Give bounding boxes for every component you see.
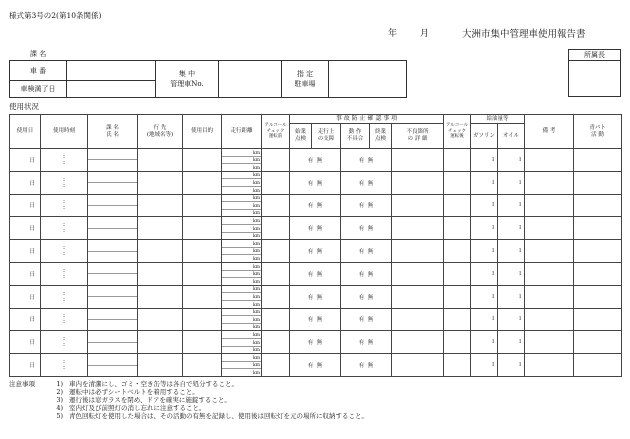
managed-car-label: 集 中 管理車No.: [156, 61, 219, 98]
distance-cell[interactable]: km km km: [222, 308, 262, 331]
vehicle-info-table: [9, 60, 407, 98]
alcohol-after-cell[interactable]: [444, 171, 471, 194]
usage-section-label: 使用状況: [9, 102, 39, 111]
year-label: 年: [388, 29, 398, 39]
col-insp-detail: 不良箇所 の 詳 細: [392, 124, 444, 149]
check-motion-cell[interactable]: 有 無: [341, 331, 392, 354]
col-destination: 行 先 (地域名等): [138, 115, 183, 149]
col-patrol: 青パト 活 動: [574, 115, 622, 149]
note-item: 3) 運行後は窓ガラスを閉め、ドアを確実に施錠すること。: [56, 396, 231, 404]
notes-list: [49, 380, 368, 420]
distance-cell[interactable]: km km km: [222, 285, 262, 308]
time-cell[interactable]: : :: [41, 149, 88, 172]
col-fuel-gas: ガソリン: [471, 124, 498, 149]
oil-cell[interactable]: l: [498, 240, 525, 263]
vehicle-no-field[interactable]: [67, 61, 156, 81]
col-insp-collect: 始業 点検: [290, 124, 312, 149]
col-date: 使用日: [10, 115, 41, 149]
check-motion-cell[interactable]: 有 無: [341, 171, 392, 194]
destination-cell[interactable]: [138, 285, 183, 308]
patrol-cell[interactable]: [574, 285, 622, 308]
check-drive-cell[interactable]: 有 無: [290, 354, 341, 377]
patrol-cell[interactable]: [574, 308, 622, 331]
col-insp-motion: 動 作 不具合: [341, 124, 370, 149]
vehicle-no-label: 車 番: [10, 61, 67, 81]
alcohol-after-cell[interactable]: [444, 354, 471, 377]
destination-cell[interactable]: [138, 149, 183, 172]
table-row: [10, 331, 622, 354]
oil-cell[interactable]: l: [498, 308, 525, 331]
table-row: [10, 149, 622, 172]
check-drive-cell[interactable]: 有 無: [290, 285, 341, 308]
oil-cell[interactable]: l: [498, 262, 525, 285]
month-label: 月: [420, 29, 430, 39]
oil-cell[interactable]: l: [498, 354, 525, 377]
remarks-cell[interactable]: [525, 285, 574, 308]
day-cell[interactable]: 日: [10, 171, 41, 194]
dept-name-cell[interactable]: [88, 240, 138, 263]
table-row: [10, 194, 622, 217]
dept-name-cell[interactable]: [88, 194, 138, 217]
alcohol-after-cell[interactable]: [444, 308, 471, 331]
dept-name-cell[interactable]: [88, 171, 138, 194]
table-row: [10, 354, 622, 377]
check-drive-cell[interactable]: 有 無: [290, 240, 341, 263]
table-row: [10, 262, 622, 285]
col-fuel-oil: オイル: [498, 124, 525, 149]
oil-cell[interactable]: l: [498, 149, 525, 172]
detail-cell[interactable]: [392, 194, 444, 217]
time-cell[interactable]: : :: [41, 331, 88, 354]
table-row: [10, 217, 622, 240]
usage-table: [9, 114, 622, 377]
form-number: 様式第3号の2(第10条関係): [9, 11, 102, 20]
alcohol-after-cell[interactable]: [444, 194, 471, 217]
distance-cell[interactable]: km km km: [222, 217, 262, 240]
alcohol-before-cell[interactable]: [262, 262, 290, 285]
check-motion-cell[interactable]: 有 無: [341, 217, 392, 240]
detail-cell[interactable]: [392, 285, 444, 308]
alcohol-before-cell[interactable]: [262, 217, 290, 240]
destination-cell[interactable]: [138, 331, 183, 354]
gas-cell[interactable]: l: [471, 194, 498, 217]
alcohol-before-cell[interactable]: [262, 354, 290, 377]
distance-cell[interactable]: km km km: [222, 194, 262, 217]
check-motion-cell[interactable]: 有 無: [341, 194, 392, 217]
detail-cell[interactable]: [392, 262, 444, 285]
alcohol-before-cell[interactable]: [262, 194, 290, 217]
alcohol-before-cell[interactable]: [262, 331, 290, 354]
patrol-cell[interactable]: [574, 354, 622, 377]
patrol-cell[interactable]: [574, 194, 622, 217]
gas-cell[interactable]: l: [471, 308, 498, 331]
purpose-cell[interactable]: [183, 171, 222, 194]
page-title: 大洲市集中管理車使用報告書: [462, 29, 586, 40]
inspection-field[interactable]: [67, 81, 156, 98]
distance-cell[interactable]: km km km: [222, 171, 262, 194]
col-distance: 走行距離: [222, 115, 262, 149]
parking-label: 指 定 駐車場: [282, 61, 329, 98]
col-inspection-group: 事 故 防 止 確 認 事 項: [290, 115, 444, 124]
check-drive-cell[interactable]: 有 無: [290, 331, 341, 354]
detail-cell[interactable]: [392, 354, 444, 377]
note-item: 1) 車内を清潔にし、ゴミ・空き缶等は各自で処分すること。: [56, 380, 238, 388]
purpose-cell[interactable]: [183, 217, 222, 240]
col-insp-end: 終業 点検: [370, 124, 392, 149]
gas-cell[interactable]: l: [471, 354, 498, 377]
time-cell[interactable]: : :: [41, 308, 88, 331]
dept-name-cell[interactable]: [88, 285, 138, 308]
affiliation-label: 所属長: [569, 50, 620, 61]
remarks-cell[interactable]: [525, 331, 574, 354]
time-cell[interactable]: : :: [41, 240, 88, 263]
gas-cell[interactable]: l: [471, 240, 498, 263]
check-motion-cell[interactable]: 有 無: [341, 308, 392, 331]
dept-name-cell[interactable]: [88, 308, 138, 331]
note-item: 2) 運転中は必ずシートベルトを着用すること。: [56, 388, 199, 396]
destination-cell[interactable]: [138, 262, 183, 285]
day-cell[interactable]: 日: [10, 308, 41, 331]
distance-cell[interactable]: km km km: [222, 354, 262, 377]
day-cell[interactable]: 日: [10, 149, 41, 172]
detail-cell[interactable]: [392, 240, 444, 263]
detail-cell[interactable]: [392, 217, 444, 240]
gas-cell[interactable]: l: [471, 217, 498, 240]
oil-cell[interactable]: l: [498, 331, 525, 354]
distance-cell[interactable]: km km km: [222, 149, 262, 172]
alcohol-after-cell[interactable]: [444, 262, 471, 285]
patrol-cell[interactable]: [574, 331, 622, 354]
destination-cell[interactable]: [138, 240, 183, 263]
time-cell[interactable]: : :: [41, 262, 88, 285]
day-cell[interactable]: 日: [10, 194, 41, 217]
check-drive-cell[interactable]: 有 無: [290, 217, 341, 240]
check-motion-cell[interactable]: 有 無: [341, 149, 392, 172]
dept-name-cell[interactable]: [88, 149, 138, 172]
oil-cell[interactable]: l: [498, 194, 525, 217]
check-drive-cell[interactable]: 有 無: [290, 308, 341, 331]
patrol-cell[interactable]: [574, 149, 622, 172]
day-cell[interactable]: 日: [10, 217, 41, 240]
purpose-cell[interactable]: [183, 194, 222, 217]
patrol-cell[interactable]: [574, 171, 622, 194]
purpose-cell[interactable]: [183, 240, 222, 263]
patrol-cell[interactable]: [574, 240, 622, 263]
alcohol-before-cell[interactable]: [262, 149, 290, 172]
time-cell[interactable]: : :: [41, 194, 88, 217]
col-dept-name: 課 名 氏 名: [88, 115, 138, 149]
purpose-cell[interactable]: [183, 354, 222, 377]
notes-label: 注意事項: [9, 380, 35, 388]
patrol-cell[interactable]: [574, 217, 622, 240]
alcohol-after-cell[interactable]: [444, 217, 471, 240]
gas-cell[interactable]: l: [471, 171, 498, 194]
remarks-cell[interactable]: [525, 171, 574, 194]
table-row: [10, 171, 622, 194]
detail-cell[interactable]: [392, 331, 444, 354]
alcohol-before-cell[interactable]: [262, 171, 290, 194]
time-cell[interactable]: : :: [41, 285, 88, 308]
purpose-cell[interactable]: [183, 262, 222, 285]
col-purpose: 使用目的: [183, 115, 222, 149]
gas-cell[interactable]: l: [471, 149, 498, 172]
detail-cell[interactable]: [392, 308, 444, 331]
remarks-cell[interactable]: [525, 354, 574, 377]
col-fuel-group: 給油量等: [471, 115, 525, 124]
remarks-cell[interactable]: [525, 308, 574, 331]
remarks-cell[interactable]: [525, 194, 574, 217]
gas-cell[interactable]: l: [471, 285, 498, 308]
time-cell[interactable]: : :: [41, 354, 88, 377]
day-cell[interactable]: 日: [10, 354, 41, 377]
alcohol-after-cell[interactable]: [444, 331, 471, 354]
table-row: [10, 308, 622, 331]
col-remarks: 備 考: [525, 115, 574, 149]
time-cell[interactable]: : :: [41, 217, 88, 240]
time-cell[interactable]: : :: [41, 171, 88, 194]
dept-name-cell[interactable]: [88, 262, 138, 285]
parking-field[interactable]: [329, 61, 407, 98]
check-drive-cell[interactable]: 有 無: [290, 262, 341, 285]
destination-cell[interactable]: [138, 194, 183, 217]
oil-cell[interactable]: l: [498, 285, 525, 308]
alcohol-after-cell[interactable]: [444, 149, 471, 172]
check-motion-cell[interactable]: 有 無: [341, 262, 392, 285]
remarks-cell[interactable]: [525, 240, 574, 263]
alcohol-before-cell[interactable]: [262, 240, 290, 263]
col-time: 使用時刻: [41, 115, 88, 149]
destination-cell[interactable]: [138, 354, 183, 377]
alcohol-before-cell[interactable]: [262, 285, 290, 308]
distance-cell[interactable]: km km km: [222, 262, 262, 285]
alcohol-after-cell[interactable]: [444, 240, 471, 263]
affiliation-stamp-box[interactable]: [568, 49, 621, 97]
destination-cell[interactable]: [138, 217, 183, 240]
notes-section: [9, 380, 368, 420]
detail-cell[interactable]: [392, 149, 444, 172]
purpose-cell[interactable]: [183, 308, 222, 331]
check-drive-cell[interactable]: 有 無: [290, 194, 341, 217]
col-alcohol-after: アルコール チェック 運転後: [444, 115, 471, 149]
check-motion-cell[interactable]: 有 無: [341, 285, 392, 308]
gas-cell[interactable]: l: [471, 331, 498, 354]
gas-cell[interactable]: l: [471, 262, 498, 285]
check-drive-cell[interactable]: 有 無: [290, 149, 341, 172]
remarks-cell[interactable]: [525, 149, 574, 172]
detail-cell[interactable]: [392, 171, 444, 194]
note-item: 4) 室内灯及び前照灯の消し忘れに注意すること。: [56, 404, 206, 412]
destination-cell[interactable]: [138, 171, 183, 194]
oil-cell[interactable]: l: [498, 217, 525, 240]
table-row: [10, 240, 622, 263]
destination-cell[interactable]: [138, 308, 183, 331]
purpose-cell[interactable]: [183, 285, 222, 308]
day-cell[interactable]: 日: [10, 240, 41, 263]
col-alcohol-before: アルコール チェック 運転前: [262, 115, 290, 149]
remarks-cell[interactable]: [525, 217, 574, 240]
note-item: 5) 青色回転灯を使用した場合は、その活動の有無を記録し、使用後は回転灯を元の場所に収納すること。: [56, 412, 368, 420]
alcohol-after-cell[interactable]: [444, 285, 471, 308]
remarks-cell[interactable]: [525, 262, 574, 285]
distance-cell[interactable]: km km km: [222, 240, 262, 263]
patrol-cell[interactable]: [574, 262, 622, 285]
check-motion-cell[interactable]: 有 無: [341, 354, 392, 377]
dept-name-cell[interactable]: [88, 331, 138, 354]
dept-name-cell[interactable]: [88, 217, 138, 240]
day-cell[interactable]: 日: [10, 331, 41, 354]
col-insp-drive: 走行上 の支障: [312, 124, 341, 149]
day-cell[interactable]: 日: [10, 262, 41, 285]
purpose-cell[interactable]: [183, 331, 222, 354]
oil-cell[interactable]: l: [498, 171, 525, 194]
day-cell[interactable]: 日: [10, 285, 41, 308]
managed-car-field[interactable]: [219, 61, 282, 98]
dept-label: 課 名: [30, 50, 47, 58]
dept-name-cell[interactable]: [88, 354, 138, 377]
distance-cell[interactable]: km km km: [222, 331, 262, 354]
inspection-label: 車検満了日: [10, 81, 67, 98]
alcohol-before-cell[interactable]: [262, 308, 290, 331]
check-drive-cell[interactable]: 有 無: [290, 171, 341, 194]
check-motion-cell[interactable]: 有 無: [341, 240, 392, 263]
purpose-cell[interactable]: [183, 149, 222, 172]
table-row: [10, 285, 622, 308]
